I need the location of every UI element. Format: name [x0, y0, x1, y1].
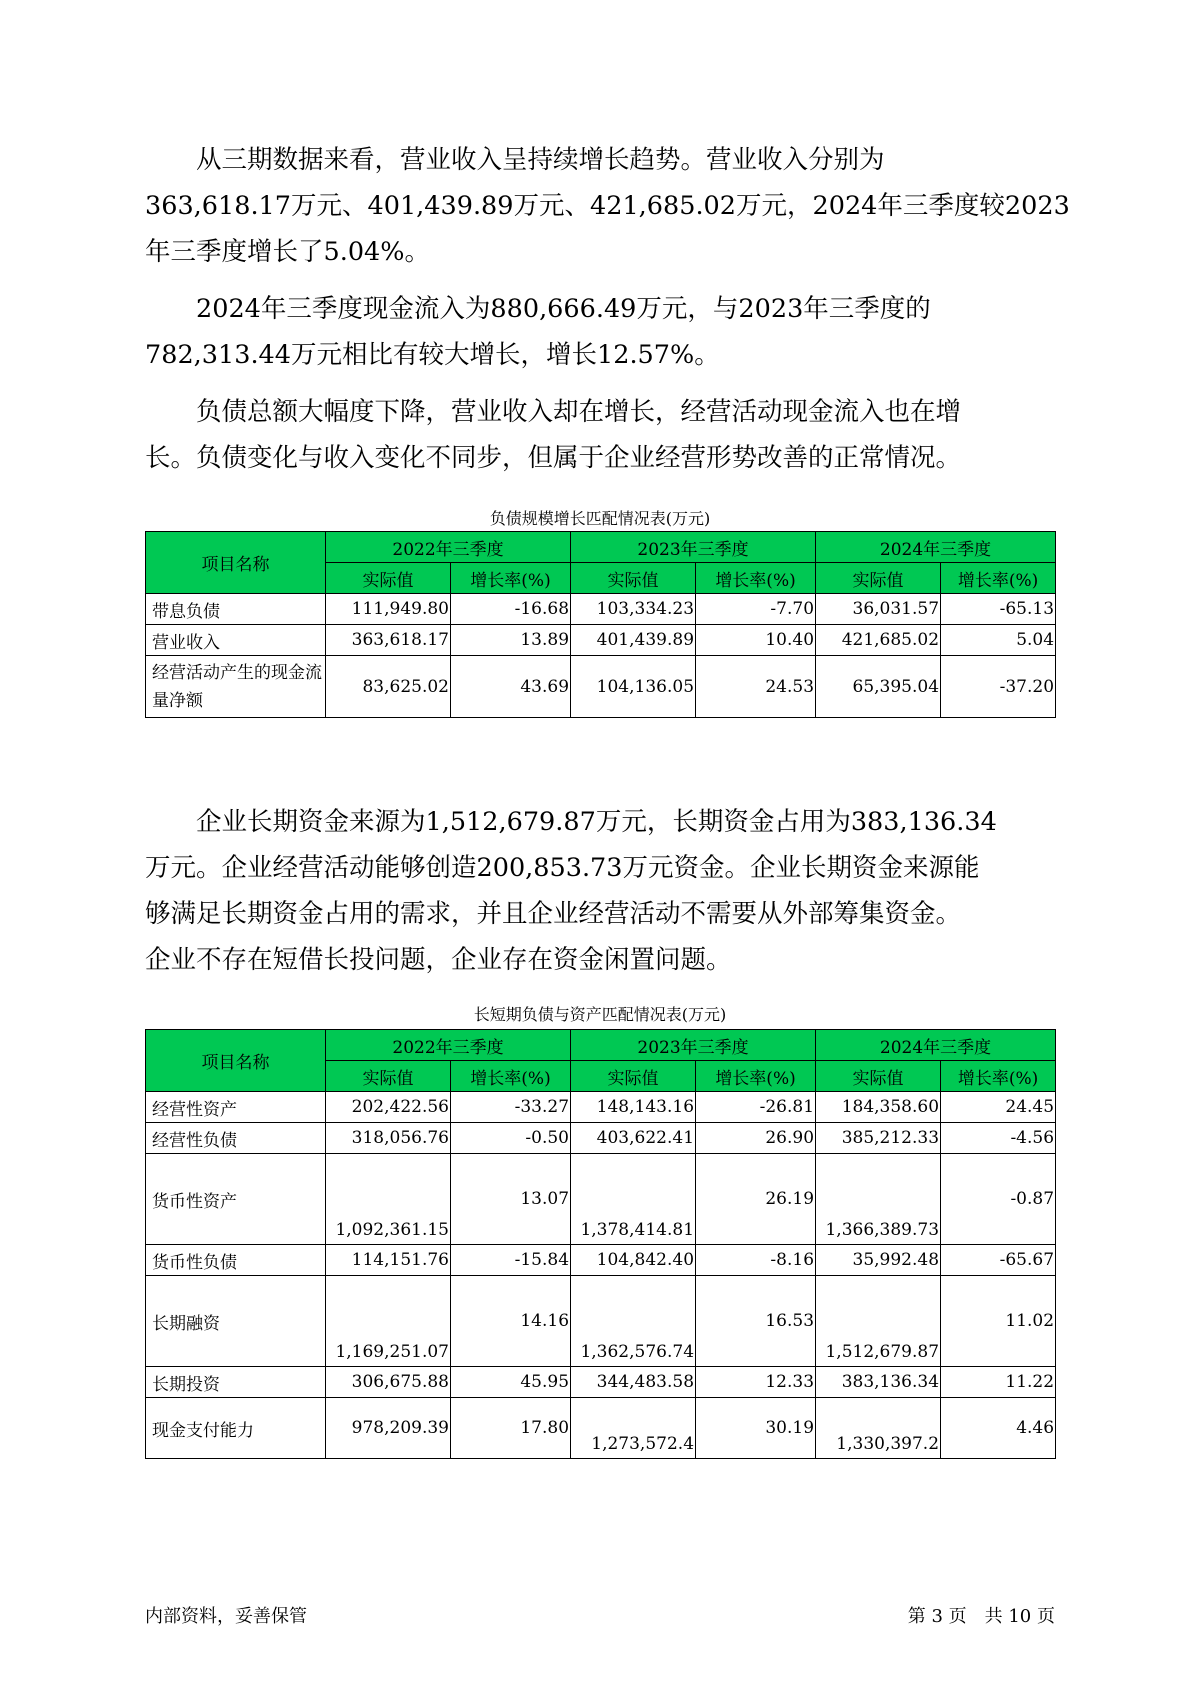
table-row [146, 1398, 1056, 1459]
growth-rate-header: 增长率(%) [451, 1061, 571, 1092]
cell-value: -16.68 [451, 594, 571, 625]
table1-caption: 负债规模增长匹配情况表(万元) [489, 509, 711, 528]
cell-value: -65.67 [941, 1245, 1056, 1276]
cell-value: 1,330,397.2 [816, 1398, 941, 1459]
cell-value: 45.95 [451, 1367, 571, 1398]
row-label: 带息负债 [146, 594, 326, 625]
cell-value: 24.45 [941, 1092, 1056, 1123]
cell-value: 26.90 [696, 1123, 816, 1154]
paragraph-revenue-trend [145, 137, 1070, 275]
cell-value: 17.80 [451, 1398, 571, 1459]
cell-value: 10.40 [696, 625, 816, 656]
row-label: 经营活动产生的现金流量净额 [146, 656, 326, 718]
growth-rate-header: 增长率(%) [696, 1061, 816, 1092]
cell-value: 104,136.05 [571, 656, 696, 718]
text-line: 万元。企业经营活动能够创造200,853.73万元资金。企业长期资金来源能 [145, 853, 980, 883]
text-line: 782,313.44万元相比有较大增长，增长12.57%。 [145, 340, 720, 370]
actual-value-header: 实际值 [571, 1061, 696, 1092]
actual-value-header: 实际值 [816, 1061, 941, 1092]
cell-value: -15.84 [451, 1245, 571, 1276]
actual-value-header: 实际值 [571, 563, 696, 594]
paragraph-liability-change [145, 389, 1055, 481]
cell-value: -37.20 [941, 656, 1056, 718]
cell-value: 13.89 [451, 625, 571, 656]
cell-value: 83,625.02 [326, 656, 451, 718]
text-line: 2024年三季度现金流入为880,666.49万元，与2023年三季度的 [145, 294, 931, 324]
cell-value: -0.50 [451, 1123, 571, 1154]
cell-value: 1,512,679.87 [816, 1276, 941, 1367]
row-label: 经营性负债 [146, 1123, 326, 1154]
cell-value: 148,143.16 [571, 1092, 696, 1123]
cell-value: 30.19 [696, 1398, 816, 1459]
actual-value-header: 实际值 [326, 563, 451, 594]
cell-value: 1,092,361.15 [326, 1154, 451, 1245]
footer-page-indicator [908, 1602, 1055, 1628]
growth-rate-header: 增长率(%) [696, 563, 816, 594]
text-line: 企业长期资金来源为1,512,679.87万元，长期资金占用为383,136.34 [145, 807, 997, 837]
row-label: 营业收入 [146, 625, 326, 656]
total-pages: 10 [1008, 1606, 1032, 1627]
row-label: 长期融资 [146, 1276, 326, 1367]
cell-value: 12.33 [696, 1367, 816, 1398]
cell-value: -4.56 [941, 1123, 1056, 1154]
cell-value: 13.07 [451, 1154, 571, 1245]
growth-rate-header: 增长率(%) [941, 1061, 1056, 1092]
cell-value: 202,422.56 [326, 1092, 451, 1123]
cell-value: 344,483.58 [571, 1367, 696, 1398]
paragraph-long-term-funds [145, 799, 1055, 983]
cell-value: 1,378,414.81 [571, 1154, 696, 1245]
cell-value: 104,842.40 [571, 1245, 696, 1276]
table-row [146, 1123, 1056, 1154]
item-name-header: 项目名称 [146, 1030, 326, 1092]
text-line: 长。负债变化与收入变化不同步，但属于企业经营形势改善的正常情况。 [145, 443, 962, 473]
cell-value: 103,334.23 [571, 594, 696, 625]
cell-value: 306,675.88 [326, 1367, 451, 1398]
table2-caption: 长短期负债与资产匹配情况表(万元) [473, 1005, 727, 1024]
table-row [146, 1367, 1056, 1398]
cell-value: 5.04 [941, 625, 1056, 656]
table-row [146, 1154, 1056, 1245]
cell-value: 16.53 [696, 1276, 816, 1367]
growth-rate-header: 增长率(%) [941, 563, 1056, 594]
cell-value: 24.53 [696, 656, 816, 718]
table-row [146, 1245, 1056, 1276]
row-label: 经营性资产 [146, 1092, 326, 1123]
row-label: 货币性资产 [146, 1154, 326, 1245]
cell-value: 111,949.80 [326, 594, 451, 625]
table-row [146, 594, 1056, 625]
cell-value: 36,031.57 [816, 594, 941, 625]
cell-value: 385,212.33 [816, 1123, 941, 1154]
growth-rate-header: 增长率(%) [451, 563, 571, 594]
cell-value: 35,992.48 [816, 1245, 941, 1276]
cell-value: 383,136.34 [816, 1367, 941, 1398]
text-line: 企业不存在短借长投问题，企业存在资金闲置问题。 [145, 945, 732, 975]
period-header: 2024年三季度 [816, 532, 1056, 563]
paragraph-cash-inflow [145, 286, 1055, 378]
cell-value: 363,618.17 [326, 625, 451, 656]
cell-value: 184,358.60 [816, 1092, 941, 1123]
period-header: 2022年三季度 [326, 1030, 571, 1061]
row-label: 货币性负债 [146, 1245, 326, 1276]
cell-value: -7.70 [696, 594, 816, 625]
item-name-header: 项目名称 [146, 532, 326, 594]
cell-value: 43.69 [451, 656, 571, 718]
page-number: 3 [931, 1606, 943, 1627]
period-header: 2024年三季度 [816, 1030, 1056, 1061]
cell-value: 401,439.89 [571, 625, 696, 656]
cell-value: -26.81 [696, 1092, 816, 1123]
cell-value: -0.87 [941, 1154, 1056, 1245]
row-label: 现金支付能力 [146, 1398, 326, 1459]
text-line: 从三期数据来看，营业收入呈持续增长趋势。营业收入分别为 [145, 145, 885, 175]
table-row [146, 1276, 1056, 1367]
page-suffix: 页 [1037, 1606, 1055, 1627]
period-header: 2022年三季度 [326, 532, 571, 563]
cell-value: 1,169,251.07 [326, 1276, 451, 1367]
cell-value: -33.27 [451, 1092, 571, 1123]
actual-value-header: 实际值 [326, 1061, 451, 1092]
period-header: 2023年三季度 [571, 532, 816, 563]
table-row [146, 656, 1056, 718]
cell-value: 1,366,389.73 [816, 1154, 941, 1245]
footer-confidential-note: 内部资料，妥善保管 [145, 1606, 307, 1627]
cell-value: 11.22 [941, 1367, 1056, 1398]
cell-value: 65,395.04 [816, 656, 941, 718]
cell-value: 26.19 [696, 1154, 816, 1245]
cell-value: 421,685.02 [816, 625, 941, 656]
cell-value: -8.16 [696, 1245, 816, 1276]
text-line: 363,618.17万元、401,439.89万元、421,685.02万元，2024年三季度较2023 [145, 191, 1070, 221]
cell-value: 1,273,572.4 [571, 1398, 696, 1459]
actual-value-header: 实际值 [816, 563, 941, 594]
cell-value: 14.16 [451, 1276, 571, 1367]
cell-value: 114,151.76 [326, 1245, 451, 1276]
asset-liability-match-table [145, 1029, 1056, 1459]
cell-value: 1,362,576.74 [571, 1276, 696, 1367]
cell-value: 4.46 [941, 1398, 1056, 1459]
cell-value: 318,056.76 [326, 1123, 451, 1154]
table-row [146, 1092, 1056, 1123]
cell-value: 978,209.39 [326, 1398, 451, 1459]
liability-growth-table [145, 531, 1056, 718]
table-row [146, 625, 1056, 656]
cell-value: 11.02 [941, 1276, 1056, 1367]
text-line: 够满足长期资金占用的需求，并且企业经营活动不需要从外部筹集资金。 [145, 899, 962, 929]
cell-value: 403,622.41 [571, 1123, 696, 1154]
page-mid: 页 共 [948, 1606, 1003, 1627]
page-prefix: 第 [907, 1606, 926, 1627]
period-header: 2023年三季度 [571, 1030, 816, 1061]
text-line: 年三季度增长了5.04%。 [145, 237, 431, 267]
cell-value: -65.13 [941, 594, 1056, 625]
text-line: 负债总额大幅度下降，营业收入却在增长，经营活动现金流入也在增 [145, 397, 962, 427]
row-label: 长期投资 [146, 1367, 326, 1398]
